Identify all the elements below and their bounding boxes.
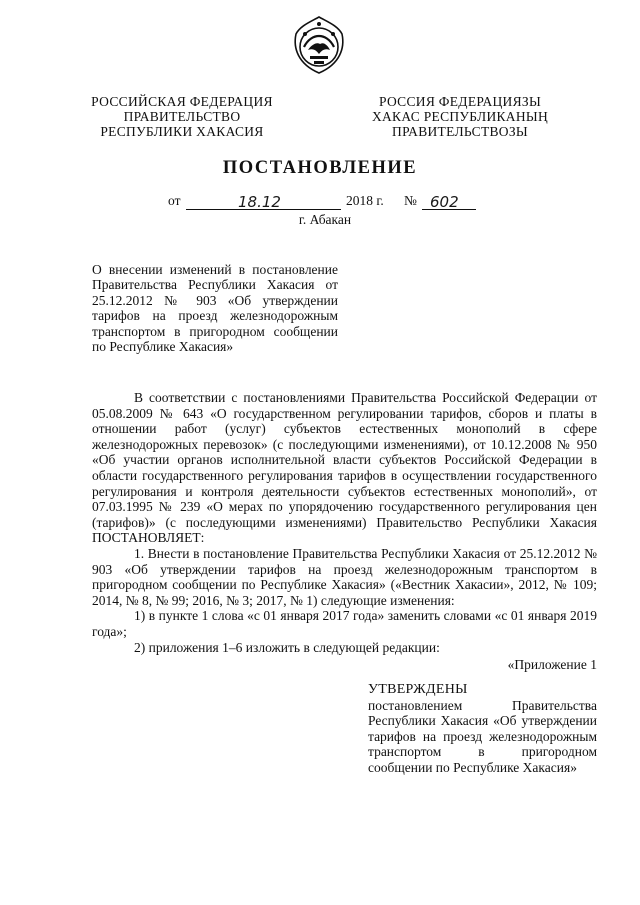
document-title: ПОСТАНОВЛЕНИЕ [222, 158, 418, 178]
header-right-line: ПРАВИТЕЛЬСТВОЗЫ [392, 124, 528, 139]
header-left-line: РОССИЙСКАЯ ФЕДЕРАЦИЯ [91, 94, 273, 109]
handwritten-number: 602 [430, 193, 459, 211]
approval-block [368, 682, 597, 776]
header-left-line: ПРАВИТЕЛЬСТВО [123, 109, 241, 124]
approval-text: постановлением Правительства Республики Хакасия «Об утверждении тарифов на проезд железнодорожным транспортом в пригородном сообщении по Республике Хакасия» [368, 697, 597, 775]
date-year: 2018 г. [346, 193, 384, 208]
item-1-paragraph: 1. Внести в постановление Правительства Республики Хакасия от 25.12.2012 № 903 «Об утверждении тарифов на проезд железнодорожным транспортом в пригородном сообщении по Республике Хакасия» («Вестник Хакасии», 2012, № 109; 2014, № 8, № 99; 2016, № 3; 2017, № 1) следующие изменения: [92, 545, 597, 608]
city-label: г. Абакан [298, 212, 352, 227]
document-body [92, 390, 597, 673]
header-left-block [82, 94, 282, 139]
number-prefix: № [404, 193, 417, 208]
item-1-1-paragraph: 1) в пункте 1 слова «с 01 января 2017 года» заменить словами «с 01 января 2019 года»; [92, 608, 597, 639]
approval-heading: УТВЕРЖДЕНЫ [368, 682, 468, 697]
item-1-2-paragraph: 2) приложения 1–6 изложить в следующей редакции: [134, 639, 440, 655]
handwritten-date: 18.12 [238, 193, 281, 211]
document-subject: О внесении изменений в постановление Правительства Республики Хакасия от 25.12.2012 № 903 «Об утверждении тарифов на проезд железнодорожным транспортом в пригородном сообщении по Республике Хакасия» [92, 262, 338, 355]
date-number-line [168, 193, 588, 213]
appendix-label: «Приложение 1 [507, 657, 597, 673]
header-left-line: РЕСПУБЛИКИ ХАКАСИЯ [100, 124, 264, 139]
preamble-paragraph: В соответствии с постановлениями Правительства Российской Федерации от 05.08.2009 № 643 «О государственном регулировании тарифов, сборов и платы в отношении работ (услуг) субъектов естественных монополий в сфере железнодорожных перевозок» (с последующими изменениями), от 10.12.2008 № 950 «Об участии органов исполнительной власти субъектов Российской Федерации в области государственного регулирования тарифов в осуществлении государственного регулирования и контроля деятельности субъектов естественных монополий», от 07.03.1995 № 239 «О мерах по упорядочению государственного регулирования цен (тарифов)» (с последующими изменениями) Правительство Республики Хакасия ПОСТАНОВЛЯЕТ: [92, 390, 597, 546]
coat-of-arms-emblem [290, 14, 348, 76]
header-right-block [345, 94, 575, 139]
header-right-line: ХАКАС РЕСПУБЛИКАНЫҢ [371, 109, 549, 124]
date-prefix: от [168, 193, 181, 208]
header-right-line: РОССИЯ ФЕДЕРАЦИЯЗЫ [378, 94, 542, 109]
